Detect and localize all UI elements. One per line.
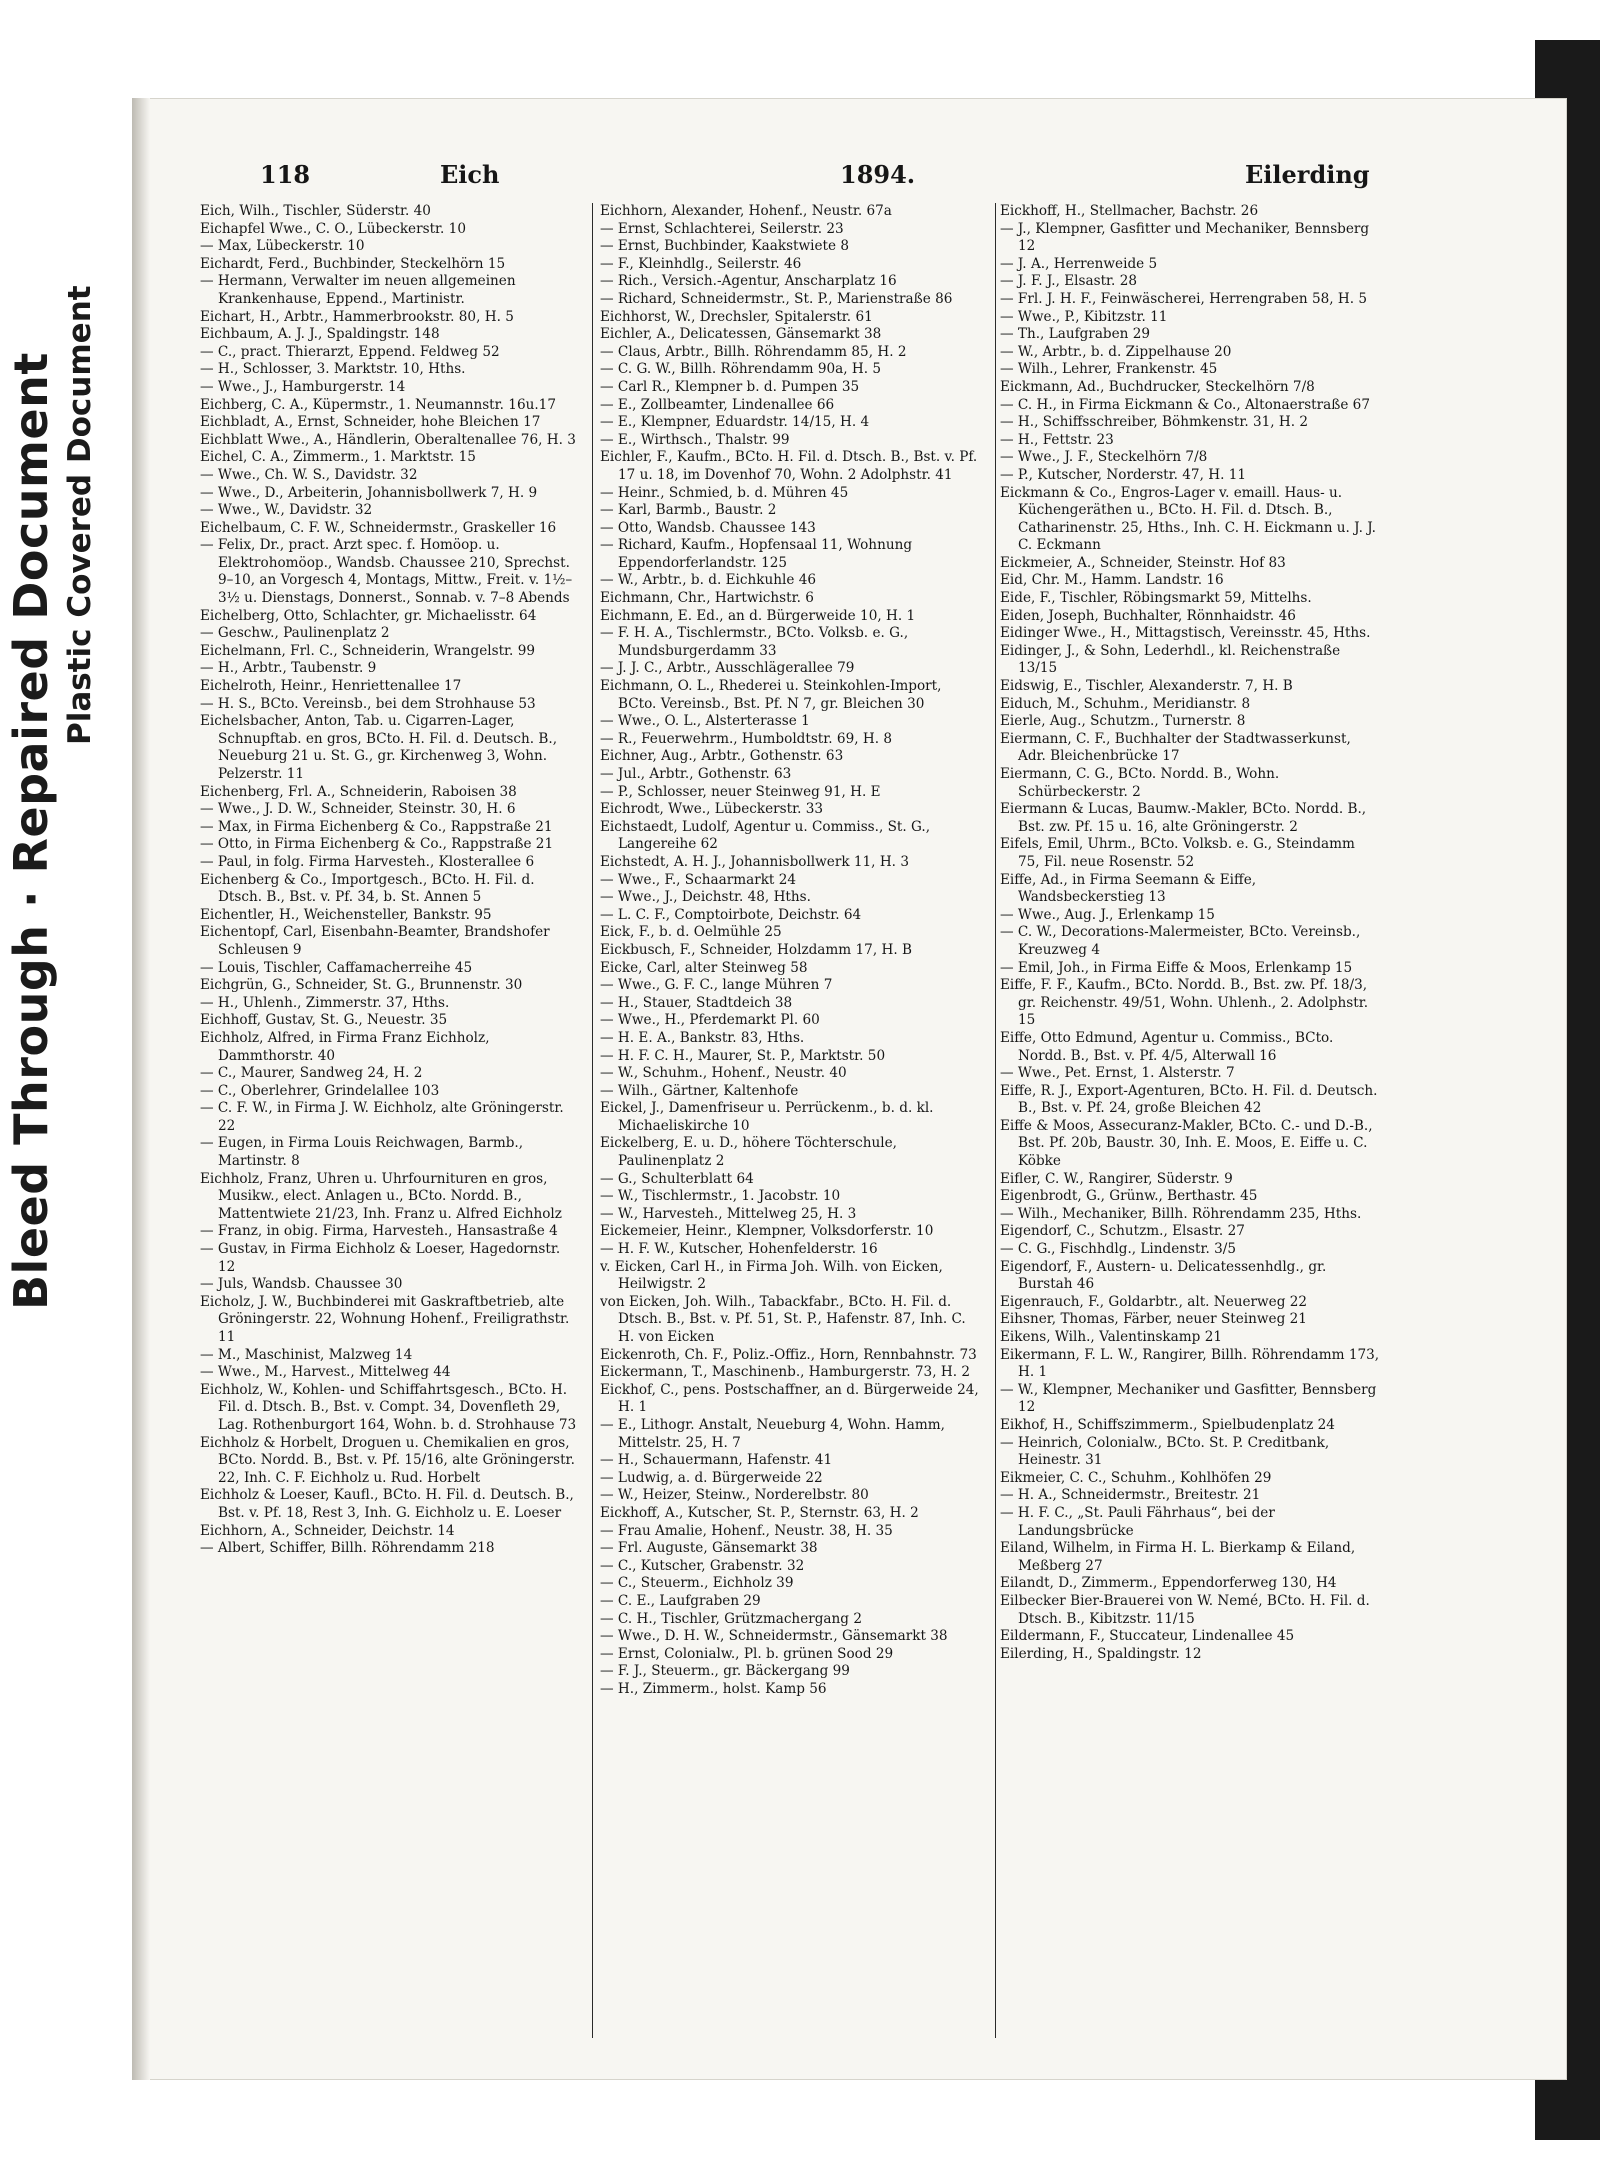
- directory-column-1: [200, 203, 580, 2058]
- directory-entry: Eichbaum, A. J. J., Spaldingstr. 148: [200, 326, 440, 343]
- directory-entry: — C., Steuerm., Eichholz 39: [600, 1575, 794, 1592]
- directory-entry: — L. C. F., Comptoirbote, Deichstr. 64: [600, 906, 862, 923]
- directory-entry: Eigendorf, C., Schutzm., Elsastr. 27: [1000, 1223, 1245, 1240]
- directory-entry: Eigendorf, F., Austern- u. Delicatessenhdlg., gr. Burstah 46: [1000, 1258, 1327, 1293]
- directory-entry: Eickel, J., Damenfriseur u. Perrückenm., b. d. kl. Michaeliskirche 10: [600, 1100, 934, 1134]
- directory-entry: — J. J. C., Arbtr., Ausschlägerallee 79: [600, 660, 855, 677]
- directory-entry: — Eugen, in Firma Louis Reichwagen, Barmb., Martinstr. 8: [200, 1135, 524, 1170]
- directory-entry: Eichstaedt, Ludolf, Agentur u. Commiss., St. G., Langereihe 62: [600, 818, 931, 853]
- directory-entry: — C., Oberlehrer, Grindelallee 103: [200, 1082, 440, 1099]
- directory-entry: — Richard, Kaufm., Hopfensaal 11, Wohnung Eppendorferlandstr. 125: [600, 537, 913, 571]
- plastic-covered-label: Plastic Covered Document: [62, 285, 98, 745]
- directory-entry: — Frau Amalie, Hohenf., Neustr. 38, H. 35: [600, 1522, 893, 1539]
- directory-entry: — F. J., Steuerm., gr. Bäckergang 99: [600, 1663, 850, 1680]
- directory-entry: — Wwe., J., Hamburgerstr. 14: [200, 378, 406, 395]
- directory-entry: — Geschw., Paulinenplatz 2: [200, 625, 390, 642]
- directory-entry: — Franz, in obig. Firma, Harvesteh., Hansastraße 4: [200, 1223, 558, 1240]
- directory-entry: — W., Arbtr., b. d. Eichkuhle 46: [600, 572, 817, 589]
- directory-entry: Eichhoff, Gustav, St. G., Neuestr. 35: [200, 1012, 448, 1029]
- directory-entry: — C. W., Decorations-Malermeister, BCto. Vereinsb., Kreuzweg 4: [1000, 924, 1361, 958]
- directory-entry: — Wilh., Gärtner, Kaltenhofe: [600, 1082, 799, 1099]
- directory-entry: — H., Fettstr. 23: [1000, 431, 1114, 448]
- directory-entry: Eidswig, E., Tischler, Alexanderstr. 7, H. B: [1000, 678, 1293, 695]
- directory-entry: Eichgrün, G., Schneider, St. G., Brunnenstr. 30: [200, 977, 523, 994]
- directory-entry: Eigenbrodt, G., Grünw., Berthastr. 45: [1000, 1188, 1258, 1205]
- directory-entry: — Ernst, Schlachterei, Seilerstr. 23: [600, 220, 844, 237]
- directory-entry: — H., Uhlenh., Zimmerstr. 37, Hths.: [200, 994, 450, 1011]
- directory-entry: — Wwe., J., Deichstr. 48, Hths.: [600, 889, 811, 906]
- directory-entry: — Albert, Schiffer, Billh. Röhrendamm 218: [200, 1540, 495, 1557]
- directory-entry: — Juls, Wandsb. Chaussee 30: [200, 1276, 403, 1293]
- directory-entry: — Hermann, Verwalter im neuen allgemeinen Krankenhause, Eppend., Martinistr.: [200, 273, 516, 307]
- directory-entry: Eichelmann, Frl. C., Schneiderin, Wrangelstr. 99: [200, 642, 535, 659]
- directory-entry: Eichardt, Ferd., Buchbinder, Steckelhörn 15: [200, 255, 506, 272]
- directory-entry: Eichelberg, Otto, Schlachter, gr. Michaelisstr. 64: [200, 607, 537, 624]
- directory-entry: Eierle, Aug., Schutzm., Turnerstr. 8: [1000, 713, 1246, 730]
- directory-entry: Eidinger, J., & Sohn, Lederhdl., kl. Reichenstraße 13/15: [1000, 642, 1341, 677]
- directory-entry: — Emil, Joh., in Firma Eiffe & Moos, Erlenkamp 15: [1000, 959, 1353, 976]
- directory-entry: — Ernst, Colonialw., Pl. b. grünen Sood 29: [600, 1645, 894, 1662]
- directory-entry: — C. H., in Firma Eickmann & Co., Altonaerstraße 67: [1000, 396, 1370, 413]
- page-gutter-shadow: [132, 98, 150, 2080]
- directory-entry: — W., Arbtr., b. d. Zippelhause 20: [1000, 343, 1232, 360]
- directory-entry: Eickmeier, A., Schneider, Steinstr. Hof 83: [1000, 554, 1286, 571]
- directory-entry: — C., Maurer, Sandweg 24, H. 2: [200, 1065, 423, 1082]
- directory-entry: Eickmann, Ad., Buchdrucker, Steckelhörn 7/8: [1000, 378, 1315, 395]
- directory-entry: Eichel, C. A., Zimmerm., 1. Marktstr. 15: [200, 449, 476, 466]
- directory-entry: Eiffe, F. F., Kaufm., BCto. Nordd. B., Bst. zw. Pf. 18/3, gr. Reichenstr. 49/51, Wohn. Uhlenh., 2. Adolphstr. 15: [1000, 977, 1369, 1029]
- directory-column-2: [600, 203, 980, 2058]
- page-number: 118: [260, 160, 311, 189]
- directory-entry: Eichenberg & Co., Importgesch., BCto. H. Fil. d. Dtsch. B., Bst. v. Pf. 34, b. St. Annen 5: [200, 871, 535, 906]
- directory-entry: Eichenberg, Frl. A., Schneiderin, Raboisen 38: [200, 783, 517, 800]
- header-right-catchword: Eilerding: [1245, 160, 1370, 189]
- directory-entry: Eickermann, T., Maschinenb., Hamburgerstr. 73, H. 2: [600, 1364, 970, 1381]
- directory-entry: — H., Zimmerm., holst. Kamp 56: [600, 1680, 827, 1697]
- directory-entry: — Otto, Wandsb. Chaussee 143: [600, 519, 816, 536]
- header-left-catchword: Eich: [440, 160, 500, 189]
- directory-entry: — E., Wirthsch., Thalstr. 99: [600, 431, 790, 448]
- directory-entry: v. Eicken, Carl H., in Firma Joh. Wilh. von Eicken, Heilwigstr. 2: [600, 1258, 943, 1293]
- directory-entry: Eichstedt, A. H. J., Johannisbollwerk 11, H. 3: [600, 853, 909, 870]
- directory-entry: Eickhof, C., pens. Postschaffner, an d. Bürgerweide 24, H. 1: [600, 1381, 979, 1416]
- directory-entry: — E., Lithogr. Anstalt, Neueburg 4, Wohn. Hamm, Mittelstr. 25, H. 7: [600, 1416, 945, 1451]
- directory-entry: — H. S., BCto. Vereinsb., bei dem Strohhause 53: [200, 695, 536, 712]
- directory-entry: — Wwe., Ch. W. S., Davidstr. 32: [200, 466, 418, 483]
- page-header: [260, 160, 1370, 192]
- directory-entry: — C. F. W., in Firma J. W. Eichholz, alte Gröningerstr. 22: [200, 1100, 564, 1134]
- directory-entry: Eicholz, J. W., Buchbinderei mit Gaskraftbetrieb, alte Gröningerstr. 22, Wohnung Hohenf., Freiligrathstr. 11: [200, 1293, 570, 1345]
- directory-entry: — Heinrich, Colonialw., BCto. St. P. Creditbank, Heinestr. 31: [1000, 1434, 1330, 1469]
- directory-entry: — Wwe., Aug. J., Erlenkamp 15: [1000, 906, 1215, 923]
- directory-columns: [200, 203, 1380, 2058]
- directory-entry: Eichentopf, Carl, Eisenbahn-Beamter, Brandshofer Schleusen 9: [200, 924, 550, 958]
- directory-entry: — G., Schulterblatt 64: [600, 1170, 754, 1187]
- directory-entry: Eiermann, C. F., Buchhalter der Stadtwasserkunst, Adr. Bleichenbrücke 17: [1000, 730, 1351, 765]
- directory-entry: — H., Schauermann, Hafenstr. 41: [600, 1452, 833, 1469]
- directory-entry: — Richard, Schneidermstr., St. P., Marienstraße 86: [600, 290, 953, 307]
- directory-entry: Eiffe & Moos, Assecuranz-Makler, BCto. C.- und D.-B., Bst. Pf. 20b, Baustr. 30, Inh. E. Moos, E. Eiffe u. C. Köbke: [1000, 1117, 1373, 1170]
- header-year: 1894.: [840, 160, 916, 189]
- directory-entry: Eichblatt Wwe., A., Händlerin, Oberaltenallee 76, H. 3: [200, 431, 576, 448]
- directory-entry: — F., Kleinhdlg., Seilerstr. 46: [600, 255, 802, 272]
- directory-entry: Eichelbaum, C. F. W., Schneidermstr., Graskeller 16: [200, 519, 557, 536]
- directory-entry: Eichbladt, A., Ernst, Schneider, hohe Bleichen 17: [200, 414, 541, 431]
- directory-entry: Eichholz, Franz, Uhren u. Uhrfournituren en gros, Musikw., elect. Anlagen u., BCto. Nordd. B., Mattentwiete 21/23, Inh. Franz u. Alfred Eichholz: [200, 1170, 562, 1222]
- directory-entry: Eikens, Wilh., Valentinskamp 21: [1000, 1329, 1222, 1345]
- directory-entry: — P., Schlosser, neuer Steinweg 91, H. E: [600, 783, 881, 800]
- directory-entry: — E., Klempner, Eduardstr. 14/15, H. 4: [600, 414, 870, 431]
- directory-entry: — Frl. Auguste, Gänsemarkt 38: [600, 1540, 818, 1557]
- directory-entry: — Wwe., J. F., Steckelhörn 7/8: [1000, 449, 1208, 466]
- directory-entry: — W., Harvesteh., Mittelweg 25, H. 3: [600, 1205, 857, 1222]
- directory-entry: Eiermann & Lucas, Baumw.-Makler, BCto. Nordd. B., Bst. zw. Pf. 15 u. 16, alte Gröningerstr. 2: [1000, 801, 1367, 835]
- directory-entry: Eichmann, Chr., Hartwichstr. 6: [600, 590, 814, 607]
- directory-entry: — W., Klempner, Mechaniker und Gasfitter, Bennsberg 12: [1000, 1381, 1377, 1416]
- directory-entry: Eickbusch, F., Schneider, Holzdamm 17, H. B: [600, 941, 912, 958]
- directory-entry: Eickelberg, E. u. D., höhere Töchterschule, Paulinenplatz 2: [600, 1135, 897, 1170]
- directory-entry: — Wwe., D., Arbeiterin, Johannisbollwerk 7, H. 9: [200, 484, 538, 501]
- directory-entry: — H., Stauer, Stadtdeich 38: [600, 994, 793, 1011]
- directory-entry: Eichmann, E. Ed., an d. Bürgerweide 10, H. 1: [600, 607, 916, 624]
- directory-entry: Eiermann, C. G., BCto. Nordd. B., Wohn. Schürbeckerstr. 2: [1000, 766, 1280, 800]
- directory-entry: — H. A., Schneidermstr., Breitestr. 21: [1000, 1487, 1261, 1504]
- directory-entry: — Felix, Dr., pract. Arzt spec. f. Homöop. u. Elektrohomöop., Wandsb. Chaussee 210, Sprechst. 9–10, an Vorgesch 4, Montags, Mittw., Freit. v. 1½–3½ u. Dienstags, Donnerst., Sonnab. v. 7–8 Abends: [200, 537, 573, 607]
- directory-entry: — Th., Laufgraben 29: [1000, 326, 1151, 343]
- directory-entry: — W., Tischlermstr., 1. Jacobstr. 10: [600, 1188, 841, 1205]
- directory-entry: — Wwe., M., Harvest., Mittelweg 44: [200, 1364, 451, 1381]
- directory-entry: Eichmann, O. L., Rhederei u. Steinkohlen-Import, BCto. Vereinsb., Bst. Pf. N 7, gr. Bleichen 30: [600, 678, 942, 712]
- directory-entry: Eikhof, H., Schiffszimmerm., Spielbudenplatz 24: [1000, 1416, 1335, 1433]
- directory-entry: Eickhoff, H., Stellmacher, Bachstr. 26: [1000, 203, 1259, 219]
- directory-entry: Eikermann, F. L. W., Rangirer, Billh. Röhrendamm 173, H. 1: [1000, 1346, 1380, 1381]
- directory-entry: Eiduch, M., Schuhm., Meridianstr. 8: [1000, 695, 1251, 712]
- directory-entry: — W., Heizer, Steinw., Norderelbstr. 80: [600, 1487, 869, 1504]
- directory-entry: Eichapfel Wwe., C. O., Lübeckerstr. 10: [200, 220, 466, 237]
- directory-entry: Eichholz & Horbelt, Droguen u. Chemikalien en gros, BCto. Nordd. B., Bst. v. Pf. 15/16, alte Gröningerstr. 22, Inh. C. F. Eichholz u. Rud. Horbelt: [200, 1434, 575, 1486]
- directory-entry: Eiden, Joseph, Buchhalter, Rönnhaidstr. 46: [1000, 607, 1296, 624]
- directory-entry: Eifels, Emil, Uhrm., BCto. Volksb. e. G., Steindamm 75, Fil. neue Rosenstr. 52: [1000, 836, 1355, 870]
- directory-entry: — H. F. W., Kutscher, Hohenfelderstr. 16: [600, 1241, 878, 1258]
- directory-entry: Eifler, C. W., Rangirer, Süderstr. 9: [1000, 1170, 1233, 1187]
- directory-entry: Eich, Wilh., Tischler, Süderstr. 40: [200, 203, 431, 219]
- directory-entry: Eickenroth, Ch. F., Poliz.-Offiz., Horn, Rennbahnstr. 73: [600, 1346, 977, 1363]
- bleed-through-repaired-label: Bleed Through · Repaired Document: [4, 352, 58, 1310]
- directory-entry: — W., Schuhm., Hohenf., Neustr. 40: [600, 1065, 847, 1082]
- directory-entry: — Wwe., W., Davidstr. 32: [200, 502, 373, 519]
- directory-entry: von Eicken, Joh. Wilh., Tabackfabr., BCto. H. Fil. d. Dtsch. B., Bst. v. Pf. 51, St. P., Hafenstr. 87, Inh. C. H. von Eicken: [600, 1293, 966, 1345]
- directory-entry: — Ludwig, a. d. Bürgerweide 22: [600, 1469, 823, 1486]
- directory-entry: — Wwe., H., Pferdemarkt Pl. 60: [600, 1012, 820, 1029]
- directory-column-3: [1000, 203, 1380, 2058]
- directory-entry: — Wilh., Lehrer, Frankenstr. 45: [1000, 361, 1218, 378]
- directory-entry: Eichentler, H., Weichensteller, Bankstr. 95: [200, 906, 492, 923]
- directory-entry: Eid, Chr. M., Hamm. Landstr. 16: [1000, 572, 1224, 589]
- directory-entry: Eidinger Wwe., H., Mittagstisch, Vereinsstr. 45, Hths.: [1000, 625, 1371, 642]
- directory-entry: — Max, Lübeckerstr. 10: [200, 238, 365, 255]
- directory-entry: Eigenrauch, F., Goldarbtr., alt. Neuerweg 22: [1000, 1293, 1308, 1310]
- directory-entry: — C. G. W., Billh. Röhrendamm 90a, H. 5: [600, 361, 882, 378]
- directory-entry: Eichelsbacher, Anton, Tab. u. Cigarren-Lager, Schnupftab. en gros, BCto. H. Fil. d. Deutsch. B., Neueburg 21 u. St. G., gr. Kirchenweg 3, Wohn. Pelzerstr. 11: [200, 713, 558, 782]
- directory-entry: Eick, F., b. d. Oelmühle 25: [600, 924, 782, 941]
- directory-entry: — Wwe., D. H. W., Schneidermstr., Gänsemarkt 38: [600, 1628, 948, 1645]
- directory-entry: Eichberg, C. A., Küpermstr., 1. Neumannstr. 16u.17: [200, 396, 556, 413]
- directory-entry: Eichholz & Loeser, Kaufl., BCto. H. Fil. d. Deutsch. B., Bst. v. Pf. 18, Rest 3, Inh. G. Eichholz u. E. Loeser: [200, 1487, 574, 1521]
- directory-entry: Eilerding, H., Spaldingstr. 12: [1000, 1645, 1202, 1662]
- directory-entry: Eichhorn, Alexander, Hohenf., Neustr. 67a: [600, 203, 892, 219]
- directory-entry: — Rich., Versich.-Agentur, Anscharplatz 16: [600, 273, 897, 290]
- directory-entry: Eichhorn, A., Schneider, Deichstr. 14: [200, 1522, 455, 1539]
- directory-entry: — P., Kutscher, Norderstr. 47, H. 11: [1000, 466, 1247, 483]
- directory-entry: — M., Maschinist, Malzweg 14: [200, 1346, 413, 1363]
- directory-entry: Eiffe, Otto Edmund, Agentur u. Commiss., BCto. Nordd. B., Bst. v. Pf. 4/5, Alterwall 16: [1000, 1029, 1334, 1064]
- directory-entry: — J. F. J., Elsastr. 28: [1000, 273, 1137, 290]
- directory-entry: — H. E. A., Bankstr. 83, Hths.: [600, 1029, 805, 1046]
- directory-entry: Eichler, F., Kaufm., BCto. H. Fil. d. Dtsch. B., Bst. v. Pf. 17 u. 18, im Dovenhof 70, Wohn. 2 Adolphstr. 41: [600, 449, 978, 483]
- directory-entry: — Wwe., O. L., Alsterterasse 1: [600, 713, 810, 730]
- directory-entry: Eiffe, R. J., Export-Agenturen, BCto. H. Fil. d. Deutsch. B., Bst. v. Pf. 24, große Bleichen 42: [1000, 1082, 1378, 1117]
- directory-entry: — Wwe., J. D. W., Schneider, Steinstr. 30, H. 6: [200, 801, 516, 818]
- directory-entry: — F. H. A., Tischlermstr., BCto. Volksb. e. G., Mundsburgerdamm 33: [600, 625, 909, 659]
- directory-entry: Eilbecker Bier-Brauerei von W. Nemé, BCto. H. Fil. d. Dtsch. B., Kibitzstr. 11/15: [1000, 1592, 1370, 1627]
- directory-entry: — E., Zollbeamter, Lindenallee 66: [600, 396, 835, 413]
- directory-entry: Eichholz, W., Kohlen- und Schiffahrtsgesch., BCto. H. Fil. d. Dtsch. B., Bst. v. Compt. 34, Dovenfleth 29, Lag. Rothenburgort 164, Wohn. b. d. Strohhause 73: [200, 1381, 577, 1433]
- directory-entry: Eihsner, Thomas, Färber, neuer Steinweg 21: [1000, 1311, 1307, 1328]
- directory-entry: — Wwe., P., Kibitzstr. 11: [1000, 308, 1168, 325]
- directory-entry: — Wwe., G. F. C., lange Mühren 7: [600, 977, 833, 994]
- directory-entry: Eichholz, Alfred, in Firma Franz Eichholz, Dammthorstr. 40: [200, 1029, 490, 1064]
- directory-entry: Eikmeier, C. C., Schuhm., Kohlhöfen 29: [1000, 1469, 1272, 1486]
- directory-entry: Eichart, H., Arbtr., Hammerbrookstr. 80, H. 5: [200, 308, 514, 325]
- directory-entry: Eiffe, Ad., in Firma Seemann & Eiffe, Wandsbeckerstieg 13: [1000, 871, 1257, 906]
- directory-entry: — H., Schlosser, 3. Marktstr. 10, Hths.: [200, 361, 466, 378]
- directory-entry: Eide, F., Tischler, Röbingsmarkt 59, Mittelhs.: [1000, 590, 1312, 607]
- directory-entry: — Wilh., Mechaniker, Billh. Röhrendamm 235, Hths.: [1000, 1205, 1362, 1222]
- directory-entry: — H. F. C. H., Maurer, St. P., Marktstr. 50: [600, 1047, 886, 1064]
- directory-entry: Eickemeier, Heinr., Klempner, Volksdorferstr. 10: [600, 1223, 934, 1240]
- directory-entry: — C. G., Fischhdlg., Lindenstr. 3/5: [1000, 1241, 1236, 1258]
- directory-entry: — C. E., Laufgraben 29: [600, 1592, 761, 1609]
- directory-entry: — Karl, Barmb., Baustr. 2: [600, 502, 777, 519]
- directory-entry: Eickmann & Co., Engros-Lager v. emaill. Haus- u. Küchengeräthen u., BCto. H. Fil. d. Dtsch. B., Catharinenstr. 25, Hths., Inh. C. H. Eickmann u. J. J. C. Eckmann: [1000, 484, 1376, 554]
- directory-entry: — C., Kutscher, Grabenstr. 32: [600, 1557, 805, 1574]
- directory-entry: — H., Arbtr., Taubenstr. 9: [200, 660, 377, 677]
- directory-entry: — C. H., Tischler, Grützmachergang 2: [600, 1610, 862, 1627]
- directory-entry: — H., Schiffsschreiber, Böhmkenstr. 31, H. 2: [1000, 414, 1309, 431]
- directory-entry: — Louis, Tischler, Caffamacherreihe 45: [200, 959, 473, 976]
- directory-entry: — H. F. C., „St. Pauli Fährhaus“, bei der Landungsbrücke: [1000, 1504, 1275, 1539]
- directory-entry: Eichrodt, Wwe., Lübeckerstr. 33: [600, 801, 824, 818]
- directory-entry: Eichelroth, Heinr., Henriettenallee 17: [200, 678, 462, 695]
- directory-entry: — Max, in Firma Eichenberg & Co., Rappstraße 21: [200, 818, 553, 835]
- directory-entry: Eicke, Carl, alter Steinweg 58: [600, 959, 808, 976]
- directory-entry: Eildermann, F., Stuccateur, Lindenallee 45: [1000, 1628, 1295, 1645]
- directory-entry: — Carl R., Klempner b. d. Pumpen 35: [600, 378, 860, 395]
- directory-entry: — Gustav, in Firma Eichholz & Loeser, Hagedornstr. 12: [200, 1241, 561, 1275]
- directory-entry: — Paul, in folg. Firma Harvesteh., Klosterallee 6: [200, 853, 535, 870]
- directory-entry: — Jul., Arbtr., Gothenstr. 63: [600, 766, 792, 782]
- directory-entry: — Heinr., Schmied, b. d. Mühren 45: [600, 484, 849, 501]
- directory-entry: — J. A., Herrenweide 5: [1000, 255, 1158, 272]
- directory-entry: — J., Klempner, Gasfitter und Mechaniker, Bennsberg 12: [1000, 220, 1370, 255]
- directory-entry: — Wwe., F., Schaarmarkt 24: [600, 871, 797, 888]
- directory-entry: Eiland, Wilhelm, in Firma H. L. Bierkamp & Eiland, Meßberg 27: [1000, 1540, 1356, 1574]
- directory-entry: — Otto, in Firma Eichenberg & Co., Rappstraße 21: [200, 836, 554, 853]
- directory-entry: — R., Feuerwehrm., Humboldtstr. 69, H. 8: [600, 730, 892, 747]
- directory-entry: — C., pract. Thierarzt, Eppend. Feldweg 52: [200, 343, 500, 360]
- directory-entry: — Claus, Arbtr., Billh. Röhrendamm 85, H. 2: [600, 343, 907, 360]
- directory-entry: — Frl. J. H. F., Feinwäscherei, Herrengraben 58, H. 5: [1000, 290, 1368, 307]
- directory-entry: — Ernst, Buchbinder, Kaakstwiete 8: [600, 238, 850, 255]
- directory-entry: Eichhorst, W., Drechsler, Spitalerstr. 61: [600, 308, 873, 325]
- directory-entry: Eichler, A., Delicatessen, Gänsemarkt 38: [600, 326, 882, 343]
- directory-entry: Eichner, Aug., Arbtr., Gothenstr. 63: [600, 748, 844, 765]
- directory-entry: — Wwe., Pet. Ernst, 1. Alsterstr. 7: [1000, 1065, 1235, 1082]
- directory-entry: Eilandt, D., Zimmerm., Eppendorferweg 130, H4: [1000, 1575, 1337, 1592]
- directory-entry: Eickhoff, A., Kutscher, St. P., Sternstr. 63, H. 2: [600, 1504, 919, 1521]
